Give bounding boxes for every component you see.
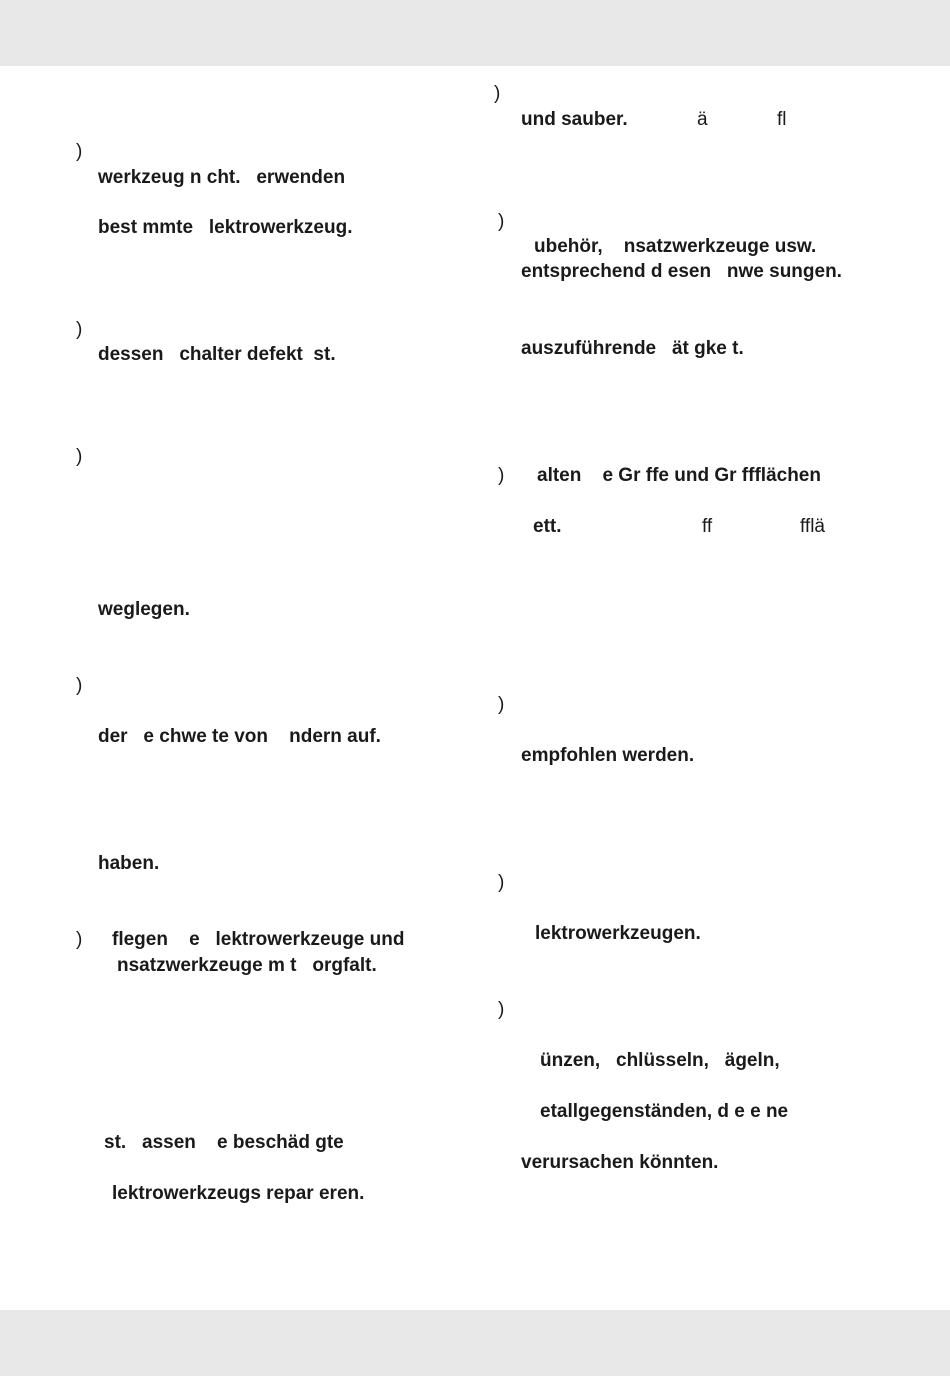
text-line: ubehör, nsatzwerkzeuge usw. bbox=[534, 236, 817, 257]
top-margin-band bbox=[0, 0, 950, 66]
text-fragment: fl bbox=[777, 109, 787, 130]
text-line: flegen e lektrowerkzeuge und bbox=[112, 929, 405, 950]
text-line: st. assen e beschäd gte bbox=[104, 1132, 344, 1153]
text-fragment: ff bbox=[702, 516, 713, 537]
text-line: entsprechend d esen nwe sungen. bbox=[521, 261, 842, 282]
text-line: nsatzwerkzeuge m t orgfalt. bbox=[117, 955, 377, 976]
text-line: ünzen, chlüsseln, ägeln, bbox=[540, 1050, 780, 1071]
text-line: lektrowerkzeugen. bbox=[535, 923, 701, 944]
text-line: best mmte lektrowerkzeug. bbox=[98, 217, 353, 238]
text-fragment: ä bbox=[697, 109, 708, 130]
item-marker: ) bbox=[76, 319, 83, 340]
item-marker: ) bbox=[76, 141, 83, 162]
text-fragment: fflä bbox=[800, 516, 826, 537]
text-line: der e chwe te von ndern auf. bbox=[98, 726, 381, 747]
item-marker: ) bbox=[498, 211, 505, 232]
text-line: dessen chalter defekt st. bbox=[98, 344, 336, 365]
item-marker: ) bbox=[76, 929, 83, 950]
item-marker: ) bbox=[494, 83, 501, 104]
text-line: verursachen könnten. bbox=[521, 1152, 719, 1173]
text-line: haben. bbox=[98, 853, 160, 874]
text-line: weglegen. bbox=[98, 599, 190, 620]
text-line: auszuführende ät gke t. bbox=[521, 338, 744, 359]
item-marker: ) bbox=[498, 872, 505, 893]
item-marker: ) bbox=[76, 446, 83, 467]
text-line: etallgegenständen, d e e ne bbox=[540, 1101, 789, 1122]
item-marker: ) bbox=[498, 465, 505, 486]
text-line: und sauber. bbox=[521, 109, 628, 130]
item-marker: ) bbox=[498, 999, 505, 1020]
text-line: lektrowerkzeugs repar eren. bbox=[112, 1183, 365, 1204]
text-line: empfohlen werden. bbox=[521, 745, 695, 766]
bottom-margin-band bbox=[0, 1310, 950, 1376]
text-line: alten e Gr ffe und Gr ffflächen bbox=[537, 465, 821, 486]
item-marker: ) bbox=[76, 675, 83, 696]
text-line: ett. bbox=[533, 516, 562, 537]
item-marker: ) bbox=[498, 694, 505, 715]
text-line: werkzeug n cht. erwenden bbox=[98, 167, 346, 188]
